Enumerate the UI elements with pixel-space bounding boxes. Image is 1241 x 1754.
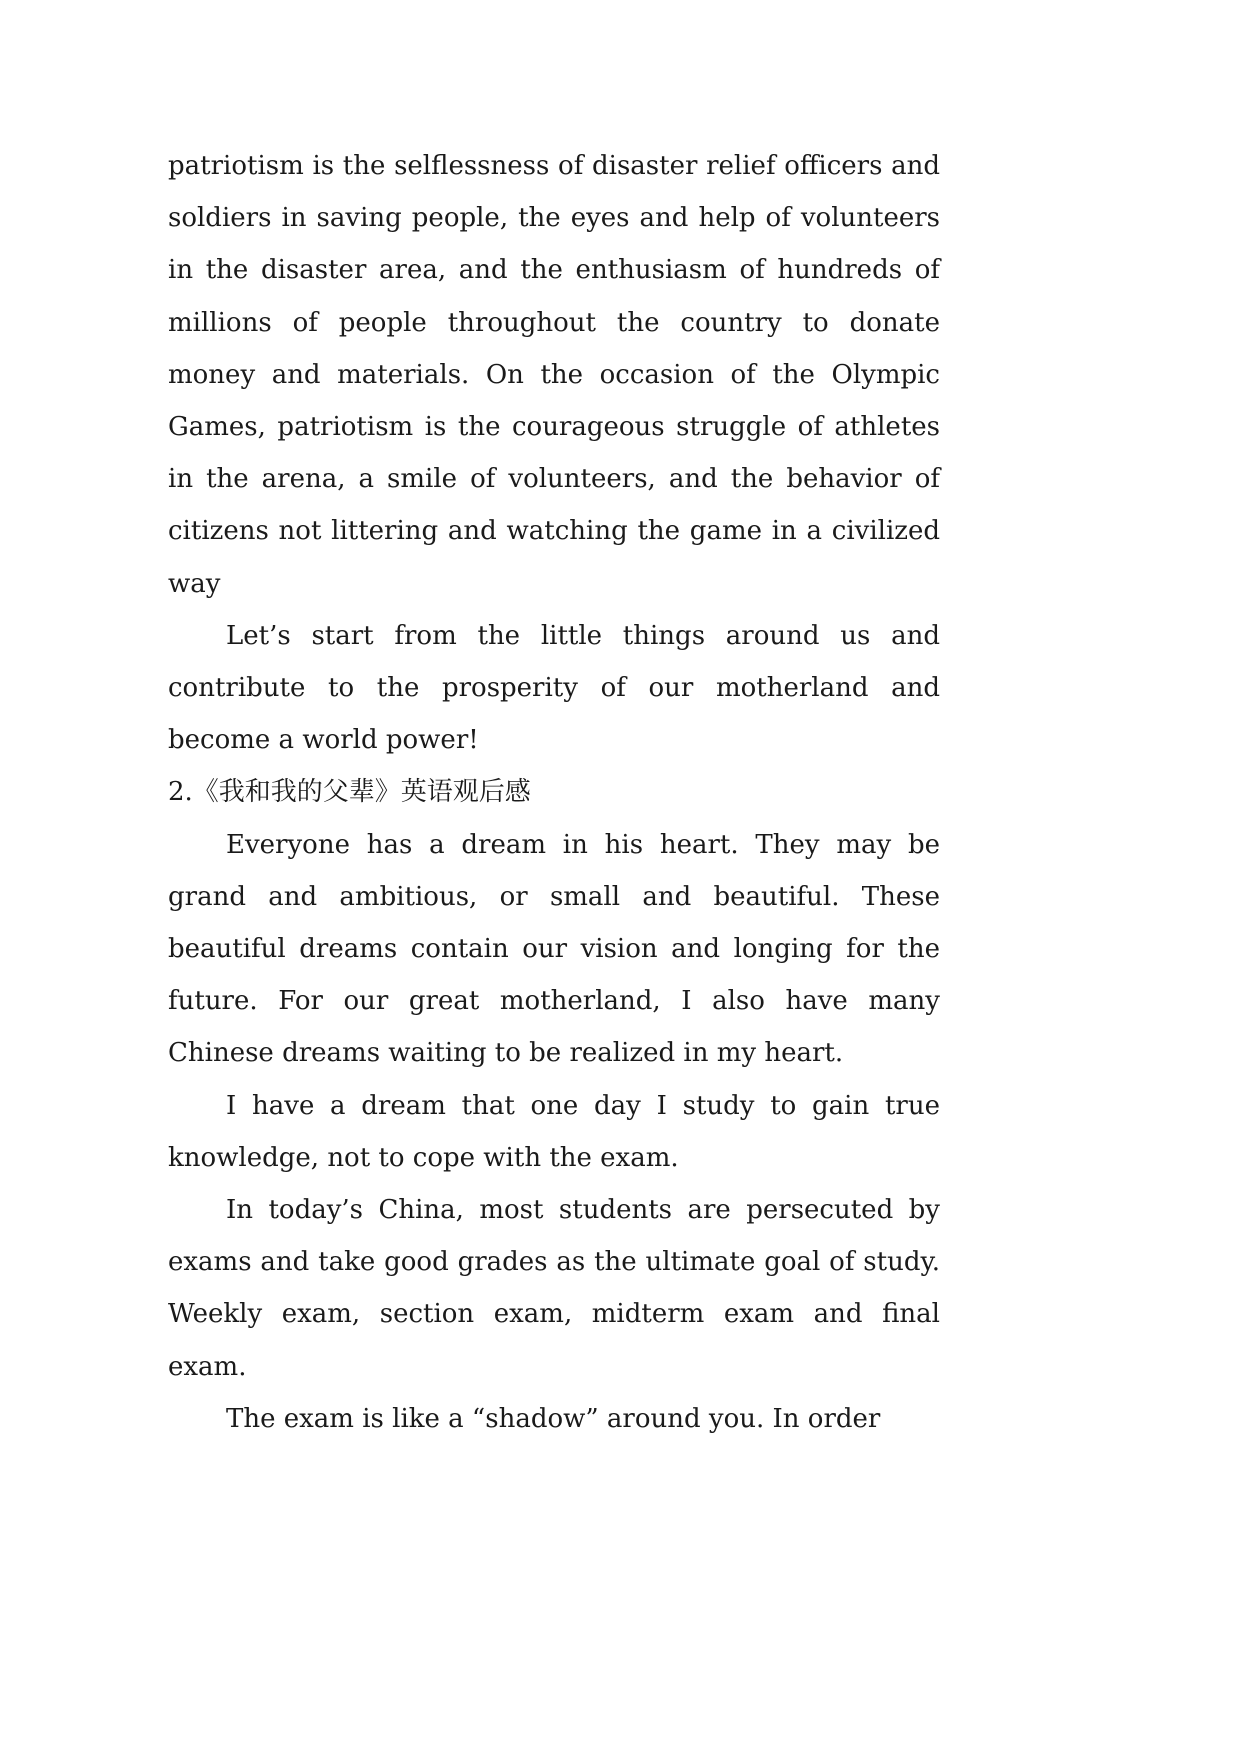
paragraph-exams: In today’s China, most students are persecuted by exams and take good grades as the ultimate goal of study. Weekly exam, section exam, midterm exam and final exam. xyxy=(168,1195,940,1382)
paragraph-dream-knowledge: I have a dream that one day I study to gain true knowledge, not to cope with the exam. xyxy=(168,1090,940,1173)
section-heading: 2.《我和我的父辈》英语观后感 xyxy=(168,777,531,808)
paragraph-call-to-action: Let’s start from the little things around us and contribute to the prosperity of our motherland and become a world power! xyxy=(168,620,940,756)
paragraph-patriotism-examples: patriotism is the selflessness of disaster relief officers and soldiers in saving people, the eyes and help of volunteers in the disaster area, and the enthusiasm of hundreds of millions of people throughout the country to donate money and materials. On the occasion of the Olympic Games, patriotism is the courageous struggle of athletes in the arena, a smile of volunteers, and the behavior of citizens not littering and watching the game in a civilized way xyxy=(168,151,940,599)
document-body xyxy=(168,140,940,1445)
paragraph-exam-shadow: The exam is like a “shadow” around you. In order xyxy=(226,1403,881,1434)
paragraph-dream-intro: Everyone has a dream in his heart. They may be grand and ambitious, or small and beautiful. These beautiful dreams contain our vision and longing for the future. For our great motherland, I also have many Chinese dreams waiting to be realized in my heart. xyxy=(168,829,940,1069)
